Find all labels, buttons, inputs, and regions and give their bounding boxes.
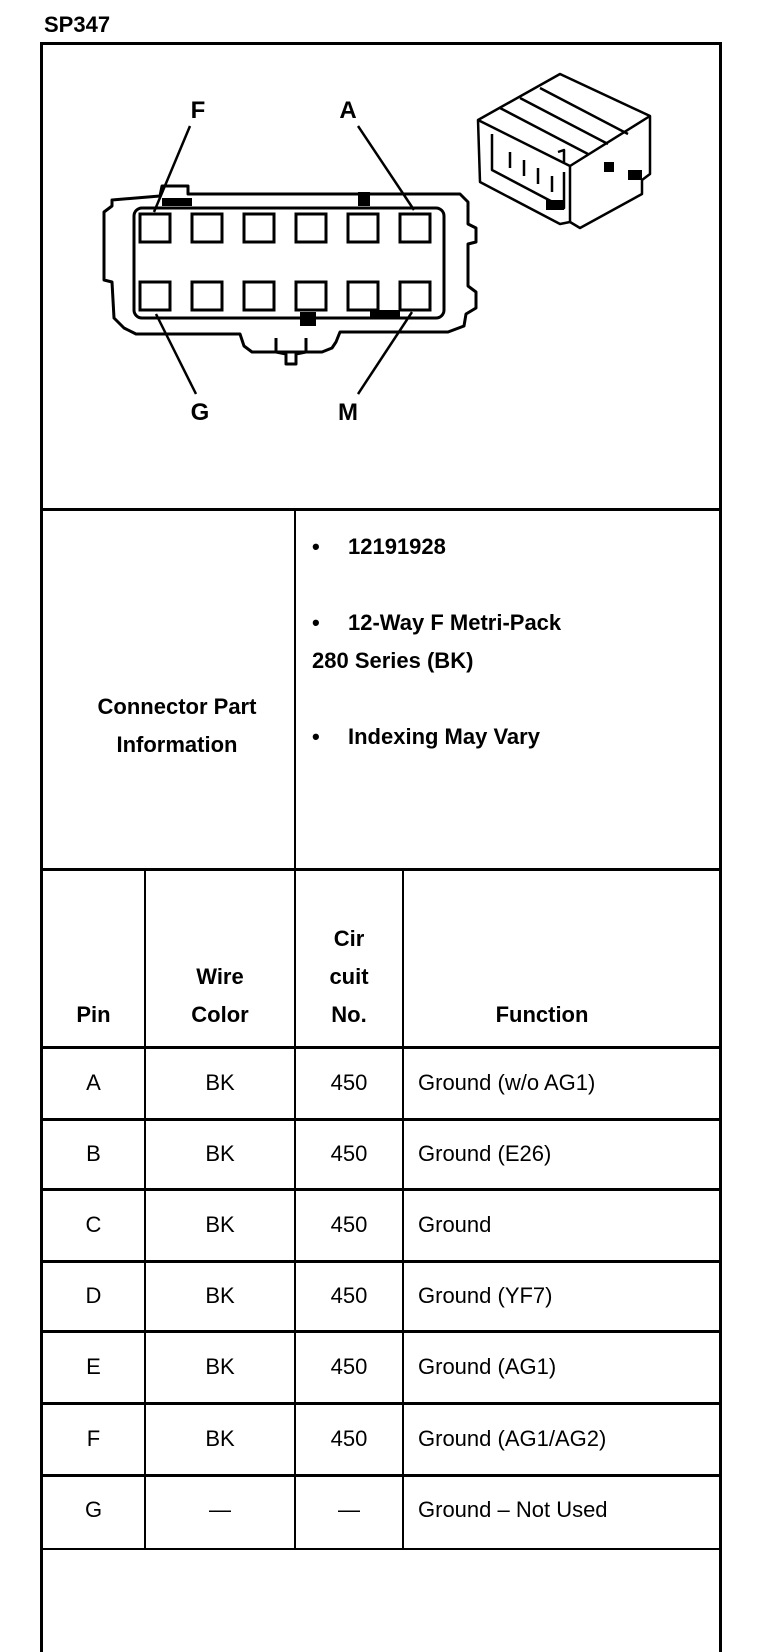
divider-row-2: [40, 1188, 722, 1191]
header-circuit-line2: cuit: [329, 964, 369, 989]
pin-cavity-K: [296, 282, 326, 310]
header-wire-line2: Color: [191, 1002, 249, 1027]
cell-color: BK: [205, 1070, 235, 1095]
info-item-text-cont: 280 Series (BK): [312, 648, 474, 673]
circuit-column-divider: [402, 868, 404, 1548]
cell-circuit: 450: [330, 1426, 368, 1451]
connector-face-diagram: [40, 42, 722, 538]
connector-part-info-label: [43, 540, 311, 912]
pin-label-G: G: [190, 399, 210, 426]
info-label-line1: Connector Part: [97, 694, 257, 719]
cell-circuit: 450: [330, 1212, 368, 1237]
header-function: Function: [495, 1002, 589, 1027]
pin-cavity-G: [140, 282, 170, 310]
info-item-text: 12-Way F Metri-Pack: [348, 610, 562, 635]
info-item-indexing: [312, 718, 692, 756]
pin-cavity-M: [400, 282, 430, 310]
cell-color: BK: [205, 1426, 235, 1451]
cell-circuit: 450: [330, 1283, 368, 1308]
cell-circuit: 450: [330, 1354, 368, 1379]
cell-pin: G: [84, 1497, 103, 1522]
divider-header-rows: [40, 1046, 722, 1049]
connector-cavity: [134, 208, 444, 318]
pin-cavity-C: [296, 214, 326, 242]
pin-label-A: A: [339, 97, 357, 124]
cell-pin: E: [86, 1354, 101, 1379]
divider-diagram-info: [40, 508, 722, 511]
info-item-part-number: [312, 528, 692, 566]
connector-part-info-list: [312, 528, 692, 794]
info-item-connector-type: [312, 604, 692, 680]
cell-pin: B: [86, 1141, 101, 1166]
cell-circuit: 450: [330, 1070, 368, 1095]
pin-cavity-F: [140, 214, 170, 242]
cell-color: —: [209, 1497, 231, 1522]
cell-function: Ground (YF7): [418, 1283, 553, 1308]
cell-circuit: 450: [330, 1141, 368, 1166]
info-item-text: 12191928: [348, 534, 446, 559]
connector-title: SP347: [44, 12, 111, 37]
cell-function: Ground (AG1/AG2): [418, 1426, 607, 1451]
divider-row-3: [40, 1260, 722, 1263]
header-wire-color: [146, 958, 294, 1034]
pin-cavity-A: [400, 214, 430, 242]
header-pin: Pin: [76, 1002, 111, 1027]
pin-cavity-E: [192, 214, 222, 242]
cell-function: Ground (w/o AG1): [418, 1070, 596, 1095]
pin-cavity-L: [348, 282, 378, 310]
info-item-text: Indexing May Vary: [348, 724, 540, 749]
cell-color: BK: [205, 1141, 235, 1166]
cell-color: BK: [205, 1354, 235, 1379]
cell-color: BK: [205, 1283, 235, 1308]
header-circuit-no: [296, 920, 402, 1034]
bullet-icon: •: [312, 724, 320, 749]
divider-row-1: [40, 1118, 722, 1121]
divider-row-4: [40, 1330, 722, 1333]
pin-label-M: M: [338, 399, 358, 426]
divider-row-6: [40, 1474, 722, 1477]
bullet-icon: •: [312, 534, 320, 559]
cell-pin: C: [85, 1212, 102, 1237]
cell-function: Ground (AG1): [418, 1354, 557, 1379]
cell-function: Ground – Not Used: [418, 1497, 608, 1522]
cell-function: Ground (E26): [418, 1141, 552, 1166]
pin-label-F: F: [190, 97, 206, 124]
info-label-line2: Information: [116, 732, 238, 757]
cell-function: Ground: [418, 1212, 492, 1237]
pin-cavity-D: [244, 214, 274, 242]
header-circuit-line3: No.: [331, 1002, 367, 1027]
cell-pin: A: [86, 1070, 101, 1095]
header-circuit-line1: Cir: [333, 926, 365, 951]
pin-cavity-B: [348, 214, 378, 242]
cell-pin: F: [86, 1426, 101, 1451]
pin-cavity-H: [192, 282, 222, 310]
connector-housing: [104, 186, 476, 352]
cell-circuit: —: [338, 1497, 360, 1522]
cell-color: BK: [205, 1212, 235, 1237]
cell-pin: D: [85, 1283, 102, 1308]
pin-cavity-J: [244, 282, 274, 310]
bullet-icon: •: [312, 610, 320, 635]
header-wire-line1: Wire: [196, 964, 244, 989]
divider-row-5: [40, 1402, 722, 1405]
divider-bottom: [40, 1548, 722, 1550]
